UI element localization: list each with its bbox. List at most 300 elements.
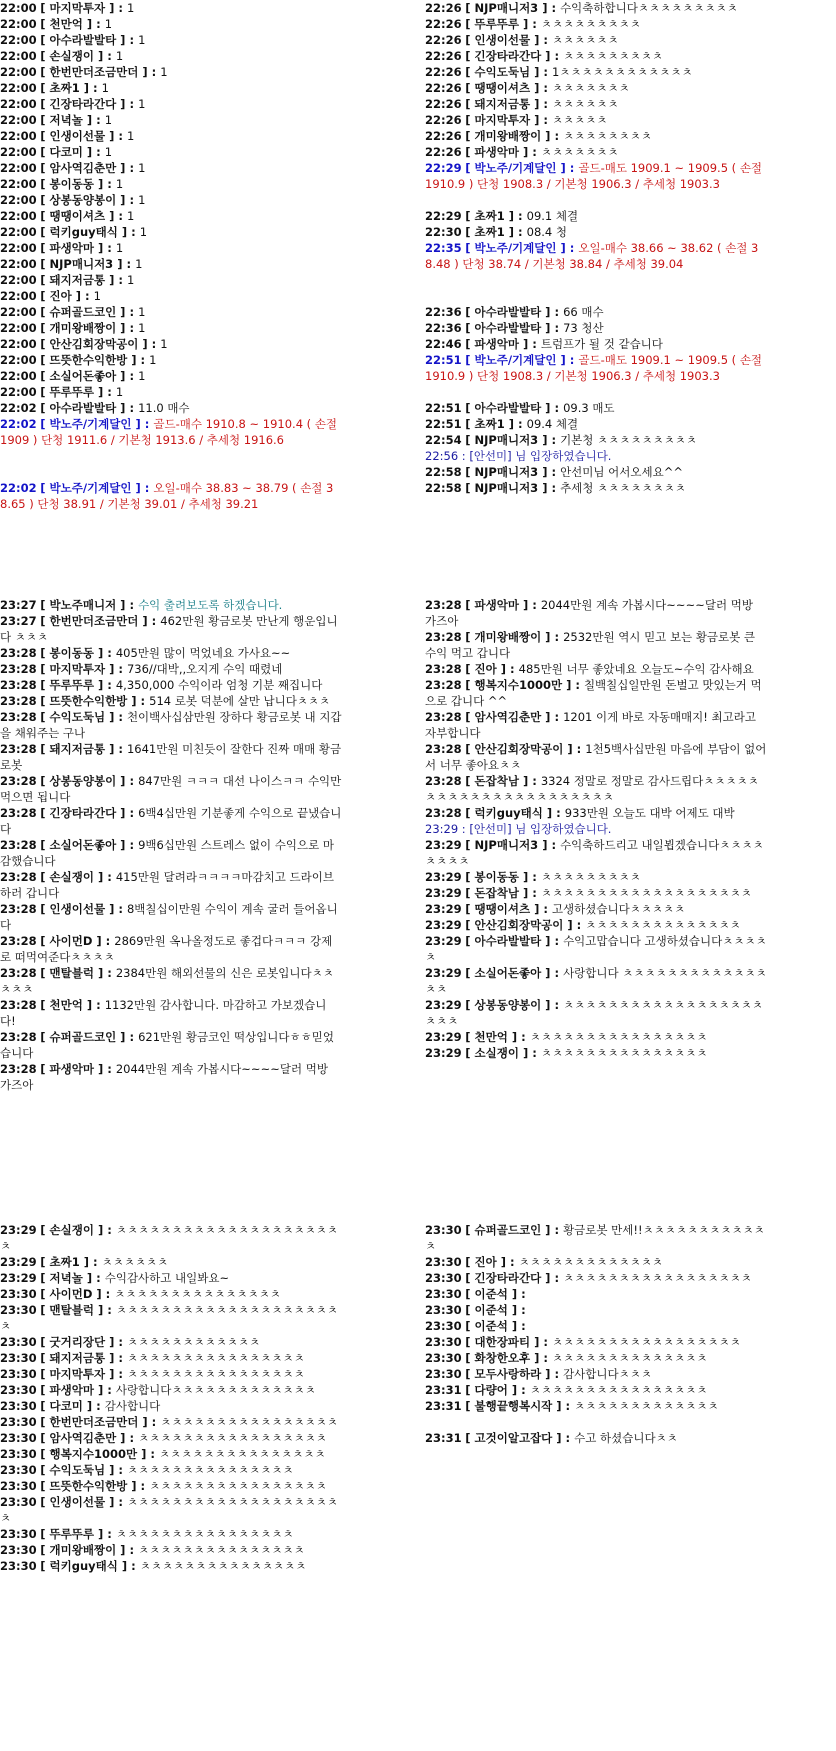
chat-message [425, 224, 767, 240]
chat-message [0, 1061, 342, 1093]
message-text: ㅊㅊㅊㅊㅊㅊ [101, 1255, 169, 1269]
message-time: 22:51 [425, 417, 462, 431]
message-text: 2384만원 해외선물의 신은 로봇입니다ㅊㅊㅊㅊㅊ [0, 966, 334, 996]
message-text: 1천5백사십만원 마음에 부담이 없어서 너무 좋아요ㅊㅊ [425, 742, 767, 772]
message-time: 23:29 [0, 1271, 37, 1285]
chat-message [0, 224, 342, 240]
message-separator: : [114, 1335, 127, 1349]
chat-message [0, 1558, 342, 1574]
message-text: 안선미님 어서오세요^^ [560, 465, 683, 479]
message-text: 수고 하셨습니다ㅊㅊ [574, 1431, 678, 1445]
chat-message [425, 112, 767, 128]
message-time: 22:26 [425, 97, 462, 111]
chat-message [425, 1318, 767, 1334]
message-user: [ 불행끝행복시작 ] [465, 1399, 562, 1413]
chat-message [425, 32, 767, 48]
message-text: 2869만원 옥나올정도로 좋겁다ㅋㅋㅋ 강제로 떠먹여준다ㅊㅊㅊㅊ [0, 934, 333, 964]
message-text: 8백칠십이만원 수익이 계속 굴러 들어옵니다 [0, 902, 338, 932]
message-user: [ 돼지저금통 ] [40, 273, 115, 287]
message-user: [ 뚜루뚜루 ] [40, 385, 104, 399]
message-separator: : [572, 918, 586, 932]
message-user: [ 진아 ] [465, 662, 507, 676]
chat-message [0, 1478, 342, 1494]
message-user: [ 긴장타라간다 ] [465, 49, 551, 63]
message-user: [ 뚜루뚜루 ] [465, 17, 529, 31]
message-separator: : [547, 433, 561, 447]
blank-line [425, 384, 767, 400]
message-user: [ 이준석 ] [465, 1319, 518, 1333]
message-user: [ 아수라발발타 ] [465, 305, 551, 319]
chat-message [0, 805, 342, 837]
message-separator: : [125, 305, 139, 319]
message-user: [ NJP매니저3 ] [465, 481, 548, 495]
message-time: 23:30 [0, 1383, 37, 1397]
message-time: 22:36 [425, 321, 462, 335]
chat-message [425, 661, 767, 677]
message-separator: : [103, 1223, 116, 1237]
message-text: ㅊㅊㅊㅊㅊㅊㅊㅊㅊㅊㅊㅊㅊㅊㅊㅊㅊㅊㅊㅊㅊ [0, 1223, 339, 1253]
message-separator: : [92, 998, 105, 1012]
chat-message [425, 965, 767, 997]
message-time: 23:29 [425, 966, 462, 980]
chat-message [0, 1334, 342, 1350]
message-separator: : [140, 417, 154, 431]
chat-message [0, 176, 342, 192]
message-time: 22:00 [0, 225, 37, 239]
message-time: 23:28 [425, 630, 462, 644]
message-separator: : [550, 401, 564, 415]
message-user: [ 돼지저금통 ] [40, 1351, 115, 1365]
message-user: [ 돈잡착남 ] [465, 886, 529, 900]
message-separator: : [528, 17, 541, 31]
chat-message [0, 1494, 342, 1526]
message-separator: : [136, 1479, 150, 1493]
message-text: 2532만원 역시 믿고 보는 황금로봇 큰 수익 먹고 갑니다 [425, 630, 756, 660]
chat-message [425, 597, 767, 629]
message-text: 1 [138, 97, 146, 111]
message-separator: : [550, 934, 564, 948]
message-separator: : [528, 337, 541, 351]
message-user: [ 화창한오후 ] [465, 1351, 540, 1365]
chat-message [425, 416, 767, 432]
message-time: 22:00 [0, 353, 37, 367]
message-text: ㅊㅊㅊㅊㅊㅊㅊㅊㅊㅊㅊㅊㅊㅊㅊ [126, 1463, 294, 1477]
message-separator: : [125, 401, 139, 415]
message-separator: : [114, 1495, 127, 1509]
message-user: [ 상봉동양봉이 ] [465, 998, 551, 1012]
message-time: 23:28 [425, 662, 462, 676]
message-separator: : [147, 65, 161, 79]
chat-message [0, 192, 342, 208]
chat-message [0, 1302, 342, 1334]
message-user: [ 인생이선물 ] [465, 33, 540, 47]
message-text: ㅊㅊㅊㅊㅊㅊㅊㅊㅊㅊㅊㅊㅊㅊㅊㅊ [115, 1527, 294, 1541]
message-user: [ 이준석 ] [465, 1303, 518, 1317]
message-separator: : [514, 225, 527, 239]
chat-message [425, 1430, 767, 1446]
chat-message [425, 677, 767, 709]
message-time: 23:29 [425, 870, 462, 884]
message-time: 23:29 [0, 1223, 37, 1237]
message-user: [ 마지막투자 ] [40, 662, 115, 676]
message-text: 수익축하드리고 내일뵙겠습니다ㅊㅊㅊㅊㅊㅊㅊㅊ [425, 838, 764, 868]
message-time: 22:00 [0, 241, 37, 255]
message-separator: : [539, 1335, 552, 1349]
message-separator: : [565, 241, 579, 255]
message-separator: : [103, 870, 116, 884]
message-time: 23:30 [425, 1223, 462, 1237]
message-text: 수익축하합니다ㅊㅊㅊㅊㅊㅊㅊㅊㅊ [560, 1, 738, 15]
message-separator: : [147, 1415, 161, 1429]
chat-message [0, 1462, 342, 1478]
message-user: [ 아수라발발타 ] [465, 934, 551, 948]
message-user: [ 인생이선물 ] [40, 902, 115, 916]
message-separator: : [550, 998, 564, 1012]
message-separator: : [146, 1447, 159, 1461]
message-user: [ 손실쟁이 ] [40, 870, 104, 884]
message-user: [ 박노주/기계달인 ] [465, 353, 566, 367]
message-separator: : [528, 1046, 541, 1060]
message-separator: : [147, 337, 161, 351]
chat-message [0, 1254, 342, 1270]
message-time: 22:29 [425, 161, 462, 175]
message-separator: : [103, 646, 116, 660]
message-text: 감사합니다ㅊㅊㅊ [563, 1367, 652, 1381]
message-user: [ 고것이알고잡다 ] [465, 1431, 562, 1445]
message-text: ㅊㅊㅊㅊㅊㅊㅊㅊㅊㅊㅊㅊㅊㅊㅊ [158, 1447, 326, 1461]
chat-message [425, 464, 767, 480]
message-text: ㅊㅊㅊㅊㅊㅊㅊㅊㅊㅊㅊㅊㅊㅊㅊ [540, 1046, 708, 1060]
message-separator: : [114, 129, 127, 143]
message-separator: : [103, 241, 116, 255]
message-text: 1 [93, 289, 101, 303]
message-separator: : [125, 97, 139, 111]
message-text: 사랑합니다ㅊㅊㅊㅊㅊㅊㅊㅊㅊㅊㅊㅊㅊ [115, 1383, 316, 1397]
message-time: 23:28 [0, 742, 37, 756]
chat-message [0, 1270, 342, 1286]
message-text: 4,350,000 수익이라 엄청 기분 째집니다 [115, 678, 323, 692]
system-message: 22:56 : [안선미] 님 입장하였습니다. [425, 449, 612, 463]
message-user: [ 인생이선물 ] [40, 129, 115, 143]
message-time: 22:02 [0, 417, 37, 431]
chat-message [0, 597, 342, 613]
message-text: 621만원 황금코인 떡상입니다ㅎㅎ믿었습니다 [0, 1030, 334, 1060]
message-user: [ 한번만더조금만더 ] [40, 614, 148, 628]
message-separator: : [550, 710, 564, 724]
message-user: [ 천만억 ] [465, 1030, 518, 1044]
message-separator: : [539, 97, 552, 111]
chat-message [425, 933, 767, 965]
message-text: ㅊㅊㅊㅊㅊㅊㅊㅊㅊ [540, 17, 641, 31]
message-separator: : [125, 369, 139, 383]
message-text: ㅊㅊㅊㅊㅊ [551, 113, 608, 127]
message-text: 847만원 ㅋㅋㅋ 대선 나이스ㅋㅋ 수익만 먹으면 됩니다 [0, 774, 342, 804]
message-time: 22:26 [425, 129, 462, 143]
message-user: [ 인생이선물 ] [40, 1495, 115, 1509]
message-separator: : [565, 353, 579, 367]
message-separator: : [514, 417, 527, 431]
message-user: [ 뜨뜻한수익한방 ] [40, 1479, 137, 1493]
blank-line [0, 464, 342, 480]
message-user: [ 천만억 ] [40, 998, 93, 1012]
message-text: 고생하셨습니다ㅊㅊㅊㅊㅊ [551, 902, 686, 916]
message-text: ㅊㅊㅊㅊㅊㅊㅊㅊㅊㅊㅊㅊㅊㅊㅊㅊㅊㅊㅊㅊ [0, 1495, 339, 1525]
message-user: [ 맨탈블럭 ] [40, 1303, 104, 1317]
chat-message [0, 1350, 342, 1366]
chat-message [0, 693, 342, 709]
message-text: ㅊㅊㅊㅊㅊㅊㅊㅊㅊㅊㅊㅊㅊㅊㅊㅊ [126, 1367, 305, 1381]
message-separator: : [506, 662, 519, 676]
message-user: [ 초짜1 ] [465, 225, 515, 239]
chat-message [0, 1222, 342, 1254]
message-user: [ 파생악마 ] [40, 1383, 104, 1397]
message-user: [ 대한장파티 ] [465, 1335, 540, 1349]
message-separator: : [550, 1367, 564, 1381]
message-user: [ 안산김회장막공이 ] [40, 337, 148, 351]
message-time: 23:30 [425, 1303, 462, 1317]
message-text: 수익고맙습니다 고생하셨습니다ㅊㅊㅊㅊㅊ [425, 934, 767, 964]
message-text: 3324 정말로 정말로 감사드립다ㅊㅊㅊㅊㅊㅊㅊㅊㅊㅊㅊㅊㅊㅊㅊㅊㅊㅊㅊㅊㅊㅊ [425, 774, 759, 804]
message-separator: : [92, 1399, 105, 1413]
message-text: 405만원 많이 먹었네요 가사요~~ [115, 646, 291, 660]
chat-message [425, 1029, 767, 1045]
chat-message [425, 1382, 767, 1398]
message-text: ㅊㅊㅊㅊㅊㅊㅊㅊㅊㅊㅊㅊㅊㅊㅊ [138, 1543, 305, 1557]
message-text: 09.3 매도 [563, 401, 615, 415]
message-user: [ 봉이동동 ] [40, 646, 104, 660]
message-separator: : [125, 1431, 139, 1445]
chat-message [425, 1270, 767, 1286]
message-time: 22:00 [0, 337, 37, 351]
message-time: 23:28 [0, 934, 37, 948]
message-user: [ 저녁놀 ] [40, 1271, 93, 1285]
message-separator: : [539, 33, 552, 47]
message-time: 23:27 [0, 598, 37, 612]
message-user: [ 긴장타라간다 ] [40, 806, 126, 820]
chat-log-panel-2 [425, 0, 767, 521]
chat-message [0, 320, 342, 336]
message-separator: : [103, 177, 116, 191]
message-time: 23:31 [425, 1431, 462, 1445]
message-user: [ 마지막투자 ] [465, 113, 540, 127]
chat-message [0, 272, 342, 288]
message-time: 23:30 [0, 1431, 37, 1445]
message-separator: : [125, 33, 139, 47]
message-text: ㅊㅊㅊㅊㅊㅊㅊㅊㅊㅊㅊㅊㅊㅊㅊㅊ [160, 1415, 339, 1429]
message-separator: : [127, 1559, 140, 1573]
message-user: [ 박노주/기계달인 ] [40, 481, 141, 495]
message-text: 1 [138, 161, 146, 175]
message-time: 23:30 [0, 1367, 37, 1381]
message-text: ㅊㅊㅊㅊㅊㅊㅊㅊ [563, 129, 652, 143]
message-user: [ 뚜루뚜루 ] [40, 678, 104, 692]
chat-message [0, 256, 342, 272]
message-user: [ 수익도둑님 ] [40, 1463, 115, 1477]
chat-message [425, 16, 767, 32]
message-text: 1 [138, 193, 146, 207]
message-time: 23:28 [0, 870, 37, 884]
message-user: [ 돼지저금통 ] [40, 742, 115, 756]
chat-message [425, 1222, 767, 1254]
message-user: [ 굿거리장단 ] [40, 1335, 115, 1349]
message-user: [ 행복지수1000만 ] [465, 678, 572, 692]
message-time: 22:51 [425, 353, 462, 367]
chat-message [425, 997, 767, 1029]
message-separator: : [140, 481, 154, 495]
chat-message [0, 48, 342, 64]
chat-message [0, 677, 342, 693]
message-user: [ 소실어돈좋아 ] [40, 838, 126, 852]
message-separator: : [565, 161, 579, 175]
message-user: [ 긴장타라간다 ] [40, 97, 126, 111]
message-user: [ 초짜1 ] [40, 1255, 90, 1269]
message-user: [ 맨탈블럭 ] [40, 966, 104, 980]
message-time: 22:00 [0, 161, 37, 175]
chat-message [425, 208, 767, 224]
message-time: 23:28 [0, 806, 37, 820]
message-time: 23:30 [0, 1463, 37, 1477]
message-separator: : [539, 65, 552, 79]
chat-message [0, 901, 342, 933]
message-user: [ 슈퍼골드코인 ] [465, 1223, 551, 1237]
message-separator: : [514, 209, 527, 223]
message-text: 황금로봇 만세!!ㅊㅊㅊㅊㅊㅊㅊㅊㅊㅊㅊㅊ [425, 1223, 765, 1253]
message-time: 22:26 [425, 17, 462, 31]
message-separator: : [101, 934, 115, 948]
message-user: [ 저녁놀 ] [40, 113, 93, 127]
message-text: ㅊㅊㅊㅊㅊㅊㅊㅊㅊㅊㅊㅊ [126, 1335, 261, 1349]
chat-message [425, 432, 767, 448]
message-text: ㅊㅊㅊㅊㅊㅊㅊㅊㅊㅊㅊㅊㅊㅊㅊㅊㅊ [563, 1271, 752, 1285]
message-time: 22:00 [0, 113, 37, 127]
message-separator: : [528, 145, 541, 159]
message-user: [ 긴장타라간다 ] [465, 1271, 551, 1285]
message-text: 6백4십만원 기분좋게 수익으로 끝냈습니다 [0, 806, 342, 836]
message-separator: : [89, 81, 102, 95]
message-separator: : [114, 273, 127, 287]
chat-message [425, 709, 767, 741]
message-user: [ 사이먼D ] [40, 934, 102, 948]
message-time: 22:00 [0, 17, 37, 31]
chat-message [0, 933, 342, 965]
message-user: [ 진아 ] [40, 289, 82, 303]
message-time: 23:28 [0, 646, 37, 660]
message-separator: : [125, 774, 139, 788]
message-text: 1 [104, 145, 113, 159]
message-separator: : [550, 966, 564, 980]
chat-message [425, 869, 767, 885]
message-user: [ 박노주/기계달인 ] [465, 241, 566, 255]
message-user: [ 아수라발발타 ] [465, 321, 551, 335]
message-separator: : [136, 694, 150, 708]
message-time: 22:00 [0, 33, 37, 47]
chat-message [425, 1398, 767, 1414]
message-time: 22:26 [425, 1, 462, 15]
message-user: [ 모두사랑하라 ] [465, 1367, 551, 1381]
message-time: 22:00 [0, 273, 37, 287]
message-user: [ 다량어 ] [465, 1383, 518, 1397]
message-separator: : [125, 806, 139, 820]
message-separator: : [125, 1543, 139, 1557]
message-user: [ 개미왕배짱이 ] [40, 321, 126, 335]
message-user: [ 마지막투자 ] [40, 1, 115, 15]
message-user: [ 초짜1 ] [465, 417, 515, 431]
chat-message [0, 240, 342, 256]
message-user: [ 한번만더조금만더 ] [40, 65, 148, 79]
message-text: 수익감사하고 내일봐요~ [104, 1271, 230, 1285]
message-text: 09.1 체결 [526, 209, 579, 223]
message-separator: : [517, 1030, 530, 1044]
message-separator: : [550, 1223, 564, 1237]
message-user: [ 소실어돈좋아 ] [40, 369, 126, 383]
chat-message [0, 400, 342, 416]
message-user: [ 럭키guy태식 ] [40, 1559, 128, 1573]
message-user: [ 초짜1 ] [465, 209, 515, 223]
message-text: ㅊㅊㅊㅊㅊㅊㅊㅊㅊㅊㅊㅊㅊㅊㅊㅊ [529, 1030, 708, 1044]
message-text: 1 [115, 385, 124, 399]
message-time: 22:00 [0, 289, 37, 303]
message-separator: : [550, 49, 564, 63]
chat-message [425, 336, 767, 352]
chat-message [0, 661, 342, 677]
chat-message [0, 1430, 342, 1446]
message-user: [ 땡땡이셔츠 ] [40, 209, 115, 223]
message-time: 23:30 [0, 1559, 37, 1573]
message-text: 오일-매수 38.83 ~ 38.79 ( 손절 38.65 ) 단청 38.91 / 기본청 39.01 / 추세청 39.21 [0, 481, 334, 511]
message-separator: : [103, 385, 116, 399]
message-time: 22:00 [0, 369, 37, 383]
chat-message [425, 917, 767, 933]
message-text: 천이백사십삼만원 장하다 황금로봇 내 지갑을 채워주는 구나 [0, 710, 342, 740]
message-user: [ NJP매니저3 ] [40, 257, 123, 271]
message-separator: : [103, 1303, 116, 1317]
message-separator: : [528, 774, 541, 788]
chat-message [425, 901, 767, 917]
message-time: 22:58 [425, 481, 462, 495]
message-time: 22:00 [0, 49, 37, 63]
message-separator: : [539, 81, 552, 95]
chat-message [0, 304, 342, 320]
chat-message [0, 773, 342, 805]
message-time: 23:30 [0, 1527, 37, 1541]
message-text: 11.0 매수 [138, 401, 190, 415]
message-text: 1 [138, 305, 146, 319]
message-text: ㅊㅊㅊㅊㅊㅊㅊㅊㅊ [563, 49, 664, 63]
chat-message [425, 400, 767, 416]
message-separator: : [552, 806, 565, 820]
chat-message [425, 160, 767, 192]
message-user: [ 개미왕배짱이 ] [465, 630, 551, 644]
message-user: [ 상봉동양봉이 ] [40, 193, 126, 207]
message-separator: : [136, 353, 150, 367]
chat-message [425, 0, 767, 16]
message-time: 22:29 [425, 209, 462, 223]
message-text: 1 [104, 113, 113, 127]
message-user: [ 박노주매니저 ] [40, 598, 126, 612]
chat-message [425, 80, 767, 96]
message-text: ㅊㅊㅊㅊㅊㅊ [551, 97, 619, 111]
message-text: 추세청 ㅊㅊㅊㅊㅊㅊㅊㅊ [560, 481, 686, 495]
message-separator: : [122, 257, 136, 271]
message-time: 22:00 [0, 65, 37, 79]
chat-message [425, 1045, 767, 1061]
message-user: [ 돼지저금통 ] [465, 97, 540, 111]
message-time: 22:58 [425, 465, 462, 479]
message-time: 22:26 [425, 33, 462, 47]
message-user: [ 뜨뜻한수익한방 ] [40, 694, 137, 708]
message-time: 23:29 [425, 902, 462, 916]
message-text: 1ㅊㅊㅊㅊㅊㅊㅊㅊㅊㅊㅊㅊ [551, 65, 693, 79]
